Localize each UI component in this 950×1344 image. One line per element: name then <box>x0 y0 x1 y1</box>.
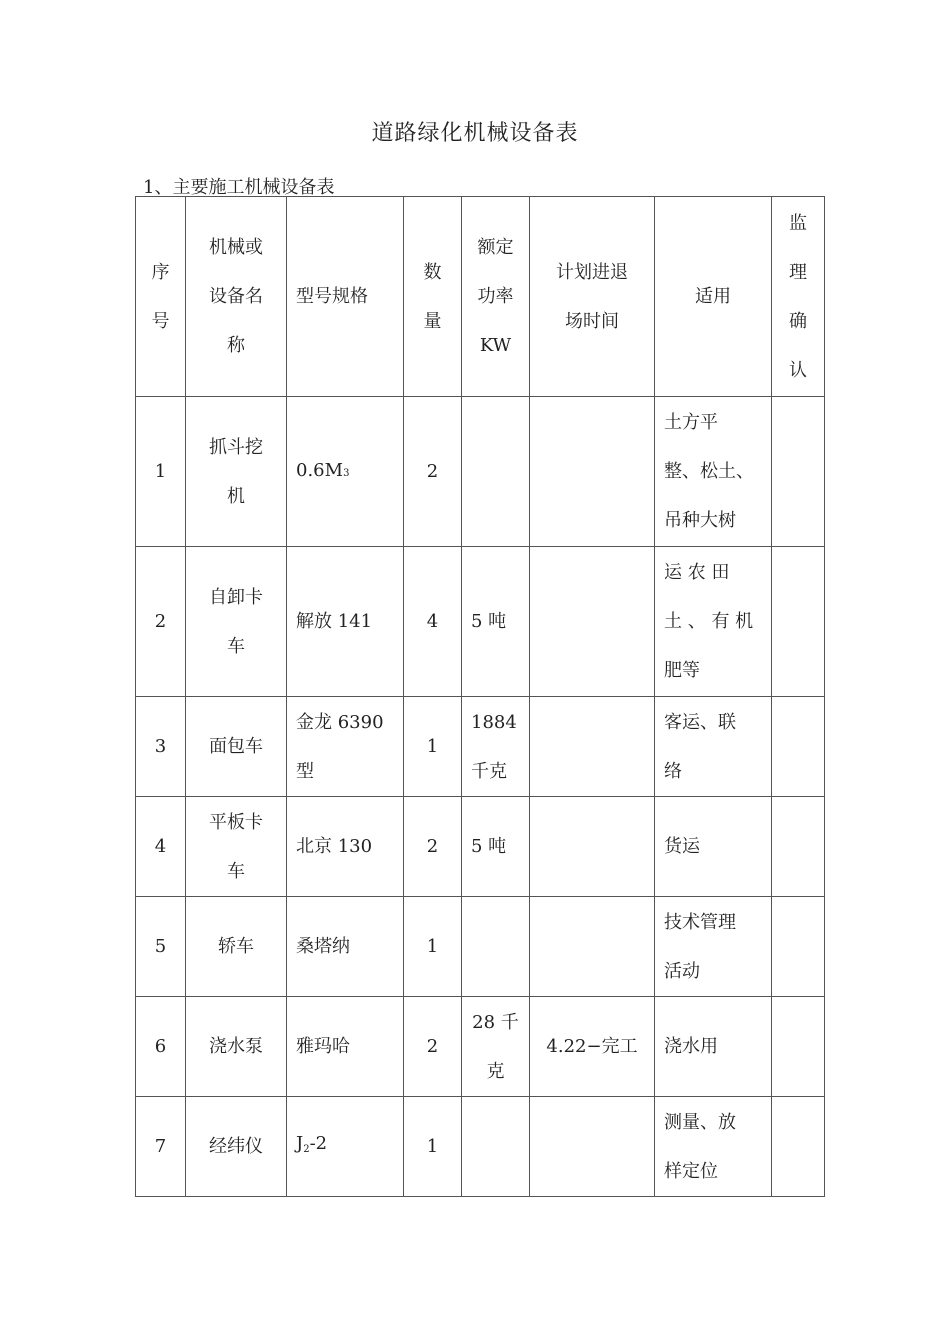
cell-name: 经纬仪 <box>186 1097 287 1197</box>
cell-supervisor <box>772 1097 825 1197</box>
cell-power <box>462 1097 530 1197</box>
header-name-line: 机械或 <box>209 237 263 258</box>
cell-usage <box>655 697 772 797</box>
cell-model-small: 3 <box>343 467 350 479</box>
cell-name: 面包车 <box>186 697 287 797</box>
cell-qty: 2 <box>404 797 462 897</box>
cell-supervisor <box>772 997 825 1097</box>
cell-schedule <box>530 397 655 547</box>
cell-model-line: 金龙 6390 <box>296 711 384 733</box>
cell-power-line: 28 千 <box>472 1011 519 1033</box>
cell-usage: 货运 <box>655 797 772 897</box>
cell-power: 5 吨 <box>462 547 530 697</box>
cell-name-line: 车 <box>227 635 245 657</box>
cell-qty: 4 <box>404 547 462 697</box>
header-seq-line: 序 <box>151 261 170 283</box>
table-row <box>136 697 825 797</box>
cell-usage-line: 运 农 田 <box>664 562 730 583</box>
header-model: 型号规格 <box>287 197 404 397</box>
cell-power-line: 克 <box>486 1060 505 1082</box>
cell-power <box>462 397 530 547</box>
table-header-row <box>136 197 825 397</box>
cell-usage <box>655 897 772 997</box>
cell-schedule <box>530 797 655 897</box>
cell-seq: 2 <box>136 547 186 697</box>
cell-seq: 6 <box>136 997 186 1097</box>
header-qty <box>404 197 462 397</box>
cell-qty: 1 <box>404 697 462 797</box>
cell-schedule <box>530 697 655 797</box>
cell-usage-line: 肥等 <box>664 660 700 681</box>
cell-name-line: 自卸卡 <box>209 586 263 608</box>
header-supervisor-line: 认 <box>789 359 807 381</box>
cell-name <box>186 547 287 697</box>
cell-schedule <box>530 547 655 697</box>
cell-name <box>186 397 287 547</box>
cell-qty: 2 <box>404 397 462 547</box>
header-seq-line: 号 <box>151 310 170 332</box>
section-heading: 1、主要施工机械设备表 <box>143 177 335 198</box>
header-power-line: 额定 <box>477 237 514 258</box>
cell-qty: 1 <box>404 1097 462 1197</box>
equipment-table <box>135 196 825 1197</box>
cell-model: 北京 130 <box>287 797 404 897</box>
table-row <box>136 1097 825 1197</box>
cell-usage-line: 测量、放 <box>664 1111 736 1133</box>
cell-usage: 浇水用 <box>655 997 772 1097</box>
cell-usage-line: 整、松土、 <box>664 461 754 482</box>
header-power <box>462 197 530 397</box>
header-supervisor <box>772 197 825 397</box>
cell-name: 轿车 <box>186 897 287 997</box>
cell-schedule: 4.22−完工 <box>530 997 655 1097</box>
cell-usage-line: 样定位 <box>664 1160 718 1182</box>
cell-supervisor <box>772 897 825 997</box>
cell-power <box>462 897 530 997</box>
table-row <box>136 997 825 1097</box>
cell-model: 解放 141 <box>287 547 404 697</box>
header-usage: 适用 <box>655 197 772 397</box>
cell-qty: 1 <box>404 897 462 997</box>
cell-seq: 1 <box>136 397 186 547</box>
header-supervisor-line: 确 <box>789 310 807 332</box>
header-schedule-line: 计划进退 <box>556 261 628 283</box>
header-name-line: 称 <box>227 335 245 356</box>
cell-usage <box>655 547 772 697</box>
cell-model: 桑塔纳 <box>287 897 404 997</box>
cell-seq: 4 <box>136 797 186 897</box>
cell-schedule <box>530 897 655 997</box>
cell-power: 5 吨 <box>462 797 530 897</box>
cell-model <box>287 697 404 797</box>
cell-supervisor <box>772 697 825 797</box>
cell-power <box>462 997 530 1097</box>
header-supervisor-line: 监 <box>789 212 807 234</box>
header-name-line: 设备名 <box>209 286 263 307</box>
cell-power-line: 1884 <box>471 711 517 733</box>
table-row <box>136 547 825 697</box>
header-name <box>186 197 287 397</box>
header-qty-line: 数 <box>423 261 442 283</box>
header-qty-line: 量 <box>423 310 442 332</box>
page-title: 道路绿化机械设备表 <box>371 121 579 146</box>
table-row <box>136 897 825 997</box>
cell-usage-line: 客运、联 <box>664 711 736 733</box>
cell-model-prefix: J <box>296 1133 304 1154</box>
header-schedule-line: 场时间 <box>565 310 619 332</box>
cell-usage-line: 吊种大树 <box>664 510 736 531</box>
cell-model-line: 型 <box>296 760 314 782</box>
table-row <box>136 797 825 897</box>
cell-usage-line: 技术管理 <box>664 911 736 933</box>
cell-model <box>287 397 404 547</box>
cell-name-line: 抓斗挖 <box>209 436 263 458</box>
cell-seq: 7 <box>136 1097 186 1197</box>
cell-usage <box>655 397 772 547</box>
header-power-line: 功率 <box>477 286 514 307</box>
cell-usage-line: 活动 <box>664 960 700 982</box>
cell-name-line: 机 <box>227 485 245 507</box>
cell-qty: 2 <box>404 997 462 1097</box>
cell-model: 雅玛哈 <box>287 997 404 1097</box>
header-power-line: KW <box>479 335 512 356</box>
cell-name-line: 车 <box>227 860 245 882</box>
cell-usage-line: 土方平 <box>664 412 718 433</box>
cell-supervisor <box>772 547 825 697</box>
cell-seq: 5 <box>136 897 186 997</box>
cell-model-main: 0.6M <box>296 459 344 481</box>
table-row <box>136 397 825 547</box>
cell-name <box>186 797 287 897</box>
cell-name-line: 平板卡 <box>209 811 263 833</box>
cell-power <box>462 697 530 797</box>
cell-model-suffix: -2 <box>309 1133 328 1154</box>
cell-model-subscript: 2 <box>303 1144 310 1155</box>
cell-model <box>287 1097 404 1197</box>
header-supervisor-line: 理 <box>789 261 807 283</box>
cell-seq: 3 <box>136 697 186 797</box>
cell-supervisor <box>772 797 825 897</box>
header-seq <box>136 197 186 397</box>
cell-usage-line: 土 、 有 机 <box>664 611 754 632</box>
cell-power-line: 千克 <box>471 760 507 782</box>
cell-name: 浇水泵 <box>186 997 287 1097</box>
cell-usage <box>655 1097 772 1197</box>
cell-schedule <box>530 1097 655 1197</box>
header-schedule <box>530 197 655 397</box>
cell-supervisor <box>772 397 825 547</box>
cell-usage-line: 络 <box>664 760 682 782</box>
